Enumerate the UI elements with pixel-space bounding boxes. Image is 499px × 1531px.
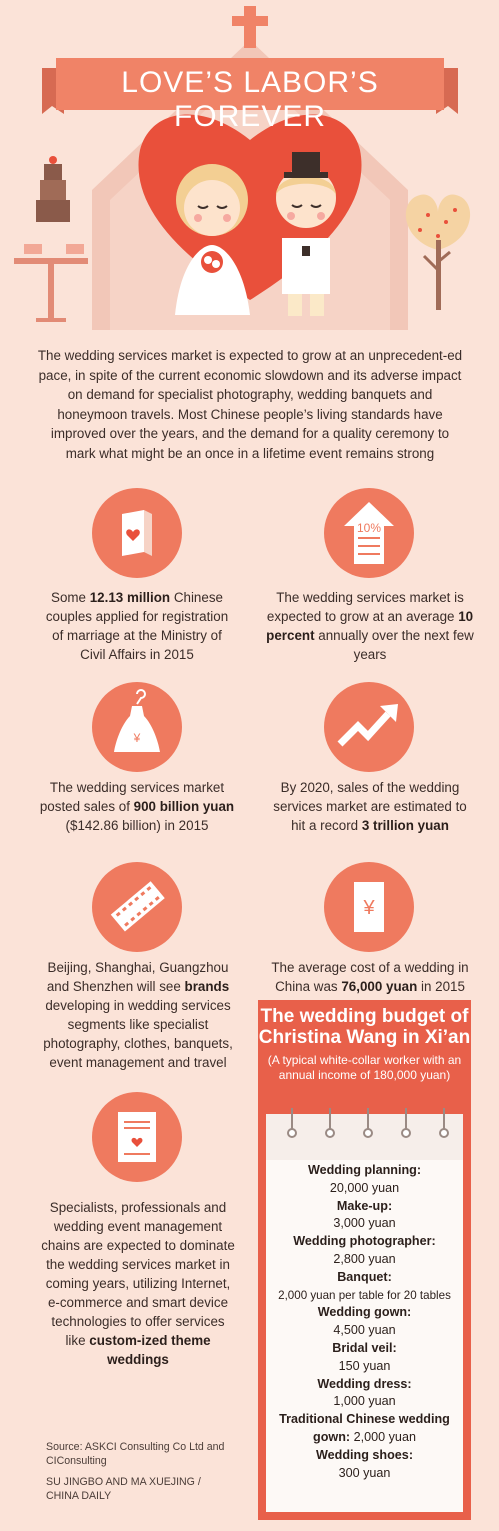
page-title: LOVE’S LABOR’S FOREVER [121, 66, 379, 133]
binder-ring-icon [325, 1128, 335, 1138]
budget-item: Make-up: 3,000 yuan [333, 1198, 396, 1231]
svg-text:¥: ¥ [363, 897, 375, 919]
svg-text:10%: 10% [356, 521, 382, 535]
money-note-icon [324, 862, 414, 952]
cross-icon [244, 6, 256, 48]
budget-subtitle: (A typical white-collar worker with an annual income of 180,000 yuan) [267, 1053, 462, 1082]
binder-ring-icon [439, 1128, 449, 1138]
binder-ring-icon [363, 1128, 373, 1138]
stat-city-brands: Beijing, Shanghai, Guangzhou and Shenzhen will see brands developing in wedding services segments like specialist photography, clothes, banquets, event management and travel [43, 960, 233, 1070]
stat-marriage-registrations: Some 12.13 million Chinese couples applied for registration of marriage at the Ministry of Civil Affairs in 2015 [45, 590, 229, 662]
wedding-cake-icon [14, 156, 88, 322]
budget-item: Wedding photographer: 2,800 yuan [293, 1234, 436, 1266]
intro-paragraph: The wedding services market is expected to grow at an unprecedent-ed pace, in spite of the current economic slowdown and its adverse impact on demand for specialist photography, wedding banquets and honeymoon travels. Most Chinese people’s living standards have improved over the years, and the demand for a quality ceremony to mark what might be an once in a lifetime event remains strong [37, 348, 463, 461]
binder-ring-icon [287, 1128, 297, 1138]
stat-icon-circle [92, 488, 182, 578]
budget-item: Wedding gown: 4,500 yuan [317, 1305, 412, 1338]
stat-2015-sales: The wedding services market posted sales of 900 billion yuan ($142.86 billion) in 2015 [39, 780, 235, 833]
certificate-icon [92, 1092, 182, 1182]
budget-title: The wedding budget of Christina Wang in Xi’an [258, 1006, 471, 1048]
growth-arrow-icon [324, 488, 414, 578]
credit-line: SU JINGBO AND MA XUEJING / CHINA DAILY [46, 1476, 201, 1502]
budget-item: Wedding planning: 20,000 yuan [307, 1163, 422, 1195]
stat-annual-growth: The wedding services market is expected to grow at an average 10 percent annually over the next few years [266, 590, 474, 662]
stat-icon-circle [92, 1092, 182, 1182]
tree-icon [406, 195, 470, 310]
stat-icon-circle [92, 682, 182, 772]
budget-item: Banquet: 2,000 yuan per table for 20 tables [278, 1269, 451, 1302]
svg-text:¥: ¥ [133, 731, 141, 745]
stat-icon-circle [324, 682, 414, 772]
wedding-card-icon [92, 488, 182, 578]
hero-illustration [0, 0, 499, 330]
stat-icon-circle [324, 488, 414, 578]
budget-item: Wedding shoes: 300 yuan [315, 1447, 414, 1480]
wedding-gown-icon [92, 682, 182, 772]
budget-item: Traditional Chinese wedding gown: 2,000 yuan [279, 1412, 450, 1444]
budget-item: Bridal veil: 150 yuan [332, 1340, 397, 1373]
source-note: Source: ASKCI Consulting Co Ltd and CIConsulting [46, 1441, 225, 1467]
budget-list [266, 1162, 463, 1482]
film-strip-icon [92, 862, 182, 952]
stat-specialists: Specialists, professionals and wedding event management chains are expected to dominate the wedding services market in coming years, utilizing Internet, e-commerce and smart device technologies to offer services like custom-ized theme weddings [41, 1200, 235, 1367]
stat-2020-forecast: By 2020, sales of the wedding services market are estimated to hit a record 3 trillion yuan [273, 780, 467, 833]
binder-ring-icon [401, 1128, 411, 1138]
budget-item: Wedding dress: 1,000 yuan [317, 1376, 412, 1409]
stat-icon-circle [324, 862, 414, 952]
stat-average-cost: The average cost of a wedding in China was 76,000 yuan in 2015 [271, 960, 469, 994]
stat-icon-circle [92, 862, 182, 952]
rising-arrow-icon [324, 682, 414, 772]
